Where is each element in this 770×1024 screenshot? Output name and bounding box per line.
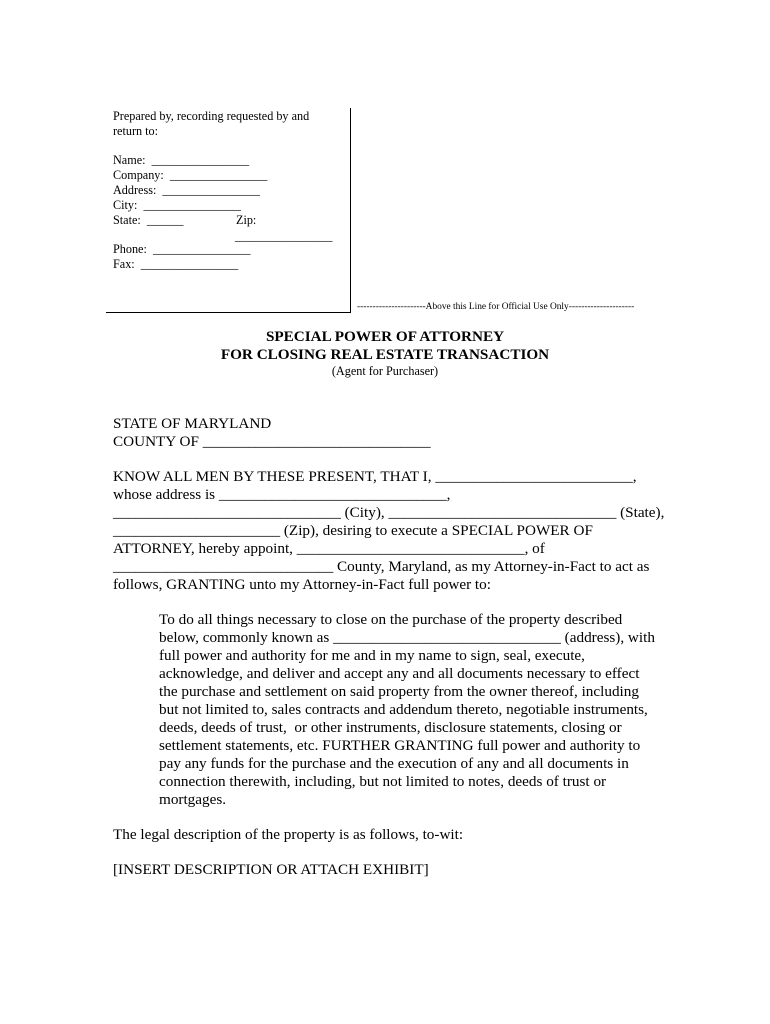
phone-field: Phone: ________________ bbox=[113, 242, 251, 256]
grant-line: acknowledge, and deliver and accept any and all documents necessary to effect bbox=[159, 665, 640, 682]
prepared-by-line-2: return to: bbox=[113, 124, 159, 138]
intro-line: ______________________________ (City), ______________________________ (State), bbox=[113, 504, 665, 521]
city-field: City: ________________ bbox=[113, 198, 241, 212]
fax-field: Fax: ________________ bbox=[113, 257, 239, 271]
county-line: COUNTY OF ______________________________ bbox=[113, 433, 431, 450]
company-field: Company: ________________ bbox=[113, 168, 268, 182]
grant-line: settlement statements, etc. FURTHER GRANTING full power and authority to bbox=[159, 737, 641, 754]
zip-label: Zip: bbox=[236, 213, 257, 227]
intro-line: whose address is ______________________________, bbox=[113, 486, 451, 503]
grant-line: below, commonly known as ______________________________ (address), with bbox=[159, 629, 655, 646]
grant-line: deeds, deeds of trust, or other instruments, disclosure statements, closing or bbox=[159, 719, 622, 736]
grant-line: the purchase and settlement on said property from the owner thereof, including bbox=[159, 683, 639, 700]
address-field: Address: ________________ bbox=[113, 183, 260, 197]
box-bottom-rule bbox=[106, 312, 351, 313]
grant-line: but not limited to, sales contracts and addendum thereto, negotiable instruments, bbox=[159, 701, 648, 718]
name-field: Name: ________________ bbox=[113, 153, 250, 167]
grant-line: connection therewith, including, but not limited to notes, deeds of trust or bbox=[159, 773, 607, 790]
insert-description-placeholder: [INSERT DESCRIPTION OR ATTACH EXHIBIT] bbox=[113, 861, 429, 878]
prepared-by-line-1: Prepared by, recording requested by and bbox=[113, 109, 310, 123]
intro-line: follows, GRANTING unto my Attorney-in-Fact full power to: bbox=[113, 576, 491, 593]
intro-line: ATTORNEY, hereby appoint, ______________________________, of bbox=[113, 540, 545, 557]
state-field: State: ______ bbox=[113, 213, 184, 227]
intro-line: KNOW ALL MEN BY THESE PRESENT, THAT I, __________________________, bbox=[113, 468, 637, 485]
document-title-line-1: SPECIAL POWER OF ATTORNEY bbox=[265, 328, 505, 345]
intro-line: ______________________ (Zip), desiring to execute a SPECIAL POWER OF bbox=[113, 522, 593, 539]
legal-description-intro: The legal description of the property is as follows, to-wit: bbox=[113, 826, 464, 843]
box-vertical-rule bbox=[350, 108, 351, 313]
zip-line: ________________ bbox=[235, 229, 333, 243]
state-line: STATE OF MARYLAND bbox=[113, 415, 272, 432]
grant-line: full power and authority for me and in my name to sign, seal, execute, bbox=[159, 647, 585, 664]
document-title-line-2: FOR CLOSING REAL ESTATE TRANSACTION bbox=[220, 346, 550, 363]
official-use-line: ----------------------Above this Line for Official Use Only--------------------- bbox=[357, 302, 635, 312]
intro-line: _____________________________ County, Maryland, as my Attorney-in-Fact to act as bbox=[113, 558, 650, 575]
document-subtitle: (Agent for Purchaser) bbox=[331, 364, 439, 378]
grant-line: pay any funds for the purchase and the execution of any and all documents in bbox=[159, 755, 629, 772]
grant-line: To do all things necessary to close on the purchase of the property described bbox=[159, 611, 623, 628]
grant-line: mortgages. bbox=[159, 791, 227, 808]
